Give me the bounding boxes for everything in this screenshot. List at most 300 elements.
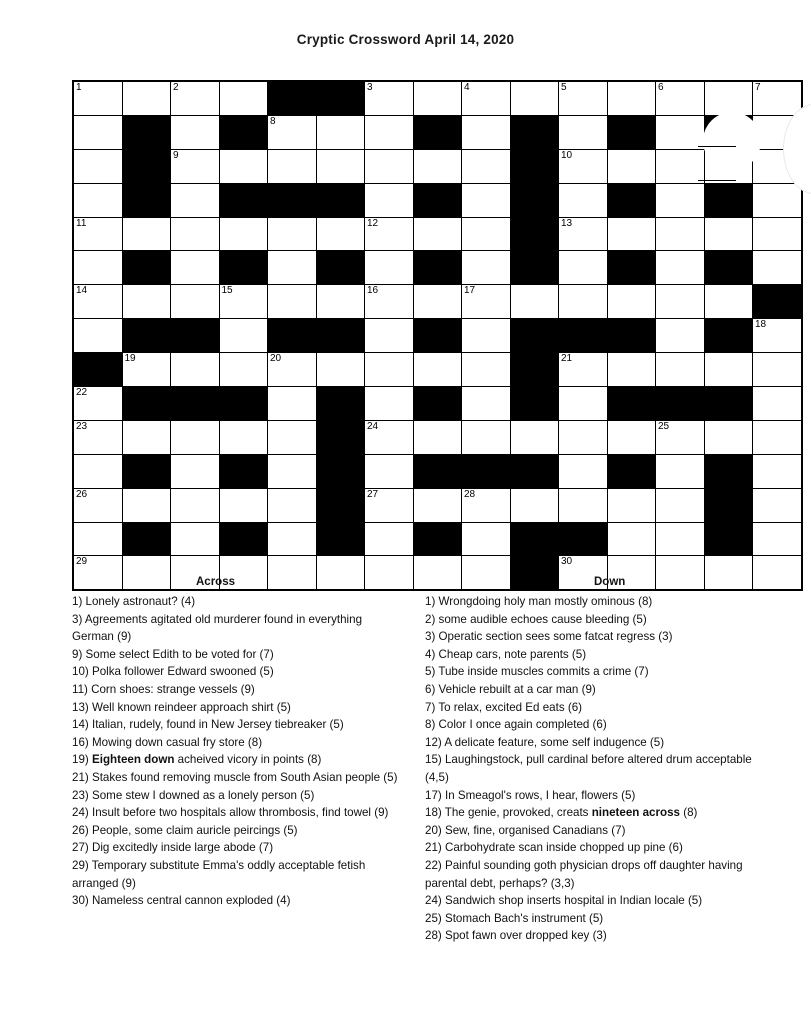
- crossword-cell[interactable]: [73, 488, 122, 522]
- crossword-cell[interactable]: [462, 81, 511, 115]
- crossword-row: [73, 217, 802, 251]
- down-clue: 8) Color I once again completed (6): [425, 718, 607, 732]
- down-clue: 1) Wrongdoing holy man mostly ominous (8): [425, 595, 653, 608]
- crossword-cell[interactable]: [656, 488, 705, 522]
- crossword-cell[interactable]: [122, 420, 171, 454]
- crossword-block-cell: [413, 522, 462, 556]
- crossword-block-cell: [559, 522, 608, 556]
- crossword-block-cell: [510, 149, 559, 183]
- crossword-cell[interactable]: [73, 217, 122, 251]
- crossword-block-cell: [316, 454, 365, 488]
- crossword-cell[interactable]: [559, 420, 608, 454]
- page-title: Cryptic Crossword April 14, 2020: [296, 32, 515, 47]
- crossword-block-cell: [413, 115, 462, 149]
- crossword-row: [73, 149, 802, 183]
- crossword-block-cell: [704, 387, 753, 421]
- crossword-cell[interactable]: [704, 81, 753, 115]
- crossword-cell[interactable]: [365, 251, 414, 285]
- crossword-block-cell: [219, 251, 268, 285]
- down-clue: 25) Stomach Bach's instrument (5): [425, 911, 604, 925]
- down-clue: 2) some audible echoes cause bleeding (5): [425, 612, 647, 626]
- down-clue: 6) Vehicle rebuilt at a car man (9): [425, 682, 596, 696]
- crossword-cell[interactable]: [462, 556, 511, 590]
- crossword-block-cell: [413, 251, 462, 285]
- crossword-cell[interactable]: [73, 454, 122, 488]
- crossword-cell[interactable]: [413, 353, 462, 387]
- crossword-cell[interactable]: [365, 217, 414, 251]
- scan-artifact-circle: [703, 112, 761, 170]
- down-clue: 20) Sew, fine, organised Canadians (7): [425, 823, 626, 837]
- across-clue: 23) Some stew I downed as a lonely person (5): [72, 788, 315, 802]
- crossword-block-cell: [510, 251, 559, 285]
- crossword-cell[interactable]: [73, 420, 122, 454]
- crossword-cell[interactable]: [365, 81, 414, 115]
- crossword-cell[interactable]: [171, 420, 220, 454]
- crossword-block-cell: [122, 183, 171, 217]
- across-clue: 30) Nameless central cannon exploded (4): [72, 894, 291, 908]
- cell-number: 23: [76, 420, 88, 432]
- crossword-cell[interactable]: [365, 353, 414, 387]
- crossword-cell[interactable]: [365, 454, 414, 488]
- crossword-cell[interactable]: [704, 217, 753, 251]
- crossword-cell[interactable]: [656, 353, 705, 387]
- cell-number: 6: [658, 82, 664, 93]
- down-clue: 3) Operatic section sees some fatcat regress (3): [425, 630, 673, 644]
- crossword-cell[interactable]: [462, 149, 511, 183]
- crossword-cell[interactable]: [559, 387, 608, 421]
- crossword-cell[interactable]: [122, 217, 171, 251]
- crossword-cell[interactable]: [462, 522, 511, 556]
- down-clue: 24) Sandwich shop inserts hospital in Indian locale (5): [425, 894, 703, 908]
- crossword-block-cell: [316, 81, 365, 115]
- crossword-row: [73, 115, 802, 149]
- crossword-block-cell: [510, 454, 559, 488]
- crossword-cell[interactable]: [510, 420, 559, 454]
- crossword-cell[interactable]: [607, 217, 656, 251]
- crossword-block-cell: [510, 217, 559, 251]
- cell-number: 30: [561, 556, 573, 568]
- crossword-cell[interactable]: [268, 387, 317, 421]
- down-clue: 12) A delicate feature, some self indugence (5): [425, 735, 665, 749]
- crossword-cell[interactable]: [462, 488, 511, 522]
- cell-number: 17: [464, 285, 476, 297]
- crossword-cell[interactable]: [656, 420, 705, 454]
- down-clue: 5) Tube inside muscles commits a crime (7): [425, 665, 649, 679]
- crossword-cell[interactable]: [73, 556, 122, 590]
- across-clue: 11) Corn shoes: strange vessels (9): [72, 682, 255, 696]
- crossword-cell[interactable]: [171, 81, 220, 115]
- across-clue: 21) Stakes found removing muscle from South Asian people (5): [72, 770, 398, 784]
- crossword-block-cell: [510, 353, 559, 387]
- crossword-cell[interactable]: [413, 149, 462, 183]
- crossword-cell[interactable]: [413, 556, 462, 590]
- crossword-cell[interactable]: [753, 81, 802, 115]
- cell-number: 20: [270, 353, 282, 365]
- crossword-block-cell: [753, 285, 802, 319]
- crossword-row: [73, 556, 802, 590]
- crossword-cell[interactable]: [73, 81, 122, 115]
- cell-number: 19: [124, 353, 136, 365]
- cell-number: 11: [76, 217, 87, 229]
- crossword-block-cell: [510, 115, 559, 149]
- crossword-cell[interactable]: [219, 353, 268, 387]
- cell-number: 8: [270, 115, 276, 127]
- crossword-cell[interactable]: [365, 488, 414, 522]
- crossword-cell[interactable]: [413, 420, 462, 454]
- crossword-row: [73, 251, 802, 285]
- crossword-cell[interactable]: [73, 183, 122, 217]
- crossword-cell[interactable]: [559, 454, 608, 488]
- crossword-block-cell: [73, 353, 122, 387]
- crossword-cell[interactable]: [268, 149, 317, 183]
- crossword-cell[interactable]: [219, 319, 268, 353]
- crossword-cell[interactable]: [656, 319, 705, 353]
- crossword-cell[interactable]: [219, 217, 268, 251]
- crossword-block-cell: [510, 319, 559, 353]
- crossword-cell[interactable]: [73, 149, 122, 183]
- cell-number: 1: [76, 82, 82, 93]
- crossword-block-cell: [122, 115, 171, 149]
- down-clue-list: [425, 593, 775, 945]
- crossword-block-cell: [219, 522, 268, 556]
- crossword-row: [73, 81, 802, 115]
- crossword-cell[interactable]: [559, 115, 608, 149]
- crossword-cell[interactable]: [268, 488, 317, 522]
- crossword-cell[interactable]: [704, 353, 753, 387]
- crossword-cell[interactable]: [171, 522, 220, 556]
- cell-number: 4: [464, 82, 470, 93]
- crossword-cell[interactable]: [656, 217, 705, 251]
- cell-number: 25: [658, 420, 670, 432]
- crossword-block-cell: [171, 319, 220, 353]
- crossword-cell[interactable]: [268, 251, 317, 285]
- crossword-cell[interactable]: [122, 556, 171, 590]
- crossword-block-cell: [704, 319, 753, 353]
- down-clue: 7) To relax, excited Ed eats (6): [425, 700, 583, 714]
- crossword-cell[interactable]: [316, 285, 365, 319]
- crossword-block-cell: [122, 522, 171, 556]
- crossword-cell[interactable]: [413, 217, 462, 251]
- crossword-cell[interactable]: [219, 488, 268, 522]
- crossword-block-cell: [510, 556, 559, 590]
- crossword-block-cell: [607, 183, 656, 217]
- crossword-cell[interactable]: [559, 251, 608, 285]
- crossword-block-cell: [704, 454, 753, 488]
- crossword-cell[interactable]: [365, 115, 414, 149]
- crossword-cell[interactable]: [365, 183, 414, 217]
- cell-number: 22: [76, 387, 88, 399]
- crossword-cell[interactable]: [559, 149, 608, 183]
- across-clue: 19) Eighteen down acheived vicory in points (8): [72, 753, 322, 767]
- crossword-cell[interactable]: [462, 183, 511, 217]
- across-clue: 10) Polka follower Edward swooned (5): [72, 665, 274, 679]
- crossword-block-cell: [704, 522, 753, 556]
- crossword-cell[interactable]: [73, 285, 122, 319]
- crossword-cell[interactable]: [73, 251, 122, 285]
- crossword-grid-container: [72, 80, 767, 591]
- crossword-cell[interactable]: [753, 251, 802, 285]
- crossword-row: [73, 319, 802, 353]
- across-clue: 29) Temporary substitute Emma's oddly acceptable fetish arranged (9): [72, 858, 366, 890]
- down-clue: 18) The genie, provoked, creats nineteen across (8): [425, 806, 698, 820]
- cell-number: 14: [76, 285, 88, 297]
- crossword-row: [73, 387, 802, 421]
- crossword-cell[interactable]: [268, 353, 317, 387]
- cell-number: 13: [561, 217, 573, 229]
- crossword-block-cell: [510, 387, 559, 421]
- crossword-cell[interactable]: [462, 251, 511, 285]
- crossword-cell[interactable]: [753, 319, 802, 353]
- crossword-block-cell: [122, 251, 171, 285]
- crossword-cell[interactable]: [656, 183, 705, 217]
- crossword-cell[interactable]: [413, 285, 462, 319]
- crossword-cell[interactable]: [219, 81, 268, 115]
- crossword-cell[interactable]: [365, 420, 414, 454]
- crossword-cell[interactable]: [607, 488, 656, 522]
- crossword-cell[interactable]: [171, 149, 220, 183]
- crossword-cell[interactable]: [656, 556, 705, 590]
- crossword-cell[interactable]: [656, 251, 705, 285]
- cell-number: 9: [173, 149, 179, 161]
- crossword-cell[interactable]: [559, 285, 608, 319]
- crossword-cell[interactable]: [365, 319, 414, 353]
- crossword-block-cell: [316, 522, 365, 556]
- crossword-cell[interactable]: [413, 488, 462, 522]
- cell-number: 12: [367, 217, 379, 229]
- crossword-cell[interactable]: [219, 285, 268, 319]
- cell-number: 10: [561, 149, 573, 161]
- crossword-cell[interactable]: [171, 353, 220, 387]
- crossword-block-cell: [316, 251, 365, 285]
- crossword-row: [73, 353, 802, 387]
- crossword-cell[interactable]: [171, 183, 220, 217]
- across-clue-list: [72, 593, 402, 910]
- down-heading: Down: [594, 576, 626, 588]
- crossword-block-cell: [122, 454, 171, 488]
- across-clue: 24) Insult before two hospitals allow thrombosis, find towel (9): [72, 806, 389, 820]
- crossword-cell[interactable]: [73, 115, 122, 149]
- crossword-block-cell: [219, 183, 268, 217]
- crossword-cell[interactable]: [462, 353, 511, 387]
- crossword-cell[interactable]: [462, 319, 511, 353]
- crossword-cell[interactable]: [559, 217, 608, 251]
- down-clue: 17) In Smeagol's rows, I hear, flowers (5): [425, 788, 636, 802]
- across-clue: 27) Dig excitedly inside large abode (7): [72, 841, 274, 855]
- crossword-block-cell: [607, 115, 656, 149]
- crossword-block-cell: [413, 454, 462, 488]
- crossword-cell[interactable]: [607, 149, 656, 183]
- down-clue: 21) Carbohydrate scan inside chopped up pine (6): [425, 841, 683, 855]
- across-heading: Across: [196, 576, 235, 588]
- crossword-cell[interactable]: [753, 522, 802, 556]
- crossword-cell[interactable]: [219, 420, 268, 454]
- crossword-cell[interactable]: [171, 217, 220, 251]
- crossword-block-cell: [607, 251, 656, 285]
- crossword-cell[interactable]: [413, 81, 462, 115]
- crossword-block-cell: [316, 319, 365, 353]
- crossword-cell[interactable]: [656, 285, 705, 319]
- crossword-cell[interactable]: [656, 149, 705, 183]
- crossword-cell[interactable]: [607, 522, 656, 556]
- crossword-block-cell: [704, 251, 753, 285]
- crossword-block-cell: [316, 420, 365, 454]
- cell-number: 5: [561, 82, 567, 93]
- crossword-cell[interactable]: [607, 81, 656, 115]
- crossword-cell[interactable]: [122, 81, 171, 115]
- crossword-block-cell: [316, 488, 365, 522]
- cell-number: 3: [367, 82, 373, 93]
- crossword-cell[interactable]: [365, 522, 414, 556]
- crossword-block-cell: [559, 319, 608, 353]
- crossword-cell[interactable]: [171, 454, 220, 488]
- crossword-cell[interactable]: [462, 115, 511, 149]
- crossword-block-cell: [704, 183, 753, 217]
- crossword-block-cell: [268, 183, 317, 217]
- cell-number: 28: [464, 488, 476, 500]
- cell-number: 29: [76, 556, 88, 568]
- crossword-block-cell: [316, 387, 365, 421]
- crossword-cell[interactable]: [510, 285, 559, 319]
- crossword-cell[interactable]: [704, 285, 753, 319]
- crossword-cell[interactable]: [559, 183, 608, 217]
- down-clue: 15) Laughingstock, pull cardinal before altered drum acceptable (4,5): [425, 753, 752, 784]
- crossword-cell[interactable]: [316, 556, 365, 590]
- crossword-cell[interactable]: [365, 556, 414, 590]
- cell-number: 26: [76, 488, 88, 500]
- crossword-cell[interactable]: [559, 81, 608, 115]
- crossword-row: [73, 488, 802, 522]
- crossword-cell[interactable]: [316, 353, 365, 387]
- crossword-cell[interactable]: [607, 353, 656, 387]
- crossword-cell[interactable]: [462, 217, 511, 251]
- crossword-cell[interactable]: [122, 353, 171, 387]
- crossword-block-cell: [510, 522, 559, 556]
- crossword-cell[interactable]: [704, 420, 753, 454]
- crossword-cell[interactable]: [268, 556, 317, 590]
- crossword-cell[interactable]: [219, 149, 268, 183]
- across-clue: 16) Mowing down casual fry store (8): [72, 735, 263, 749]
- crossword-cell[interactable]: [462, 285, 511, 319]
- down-clue: 28) Spot fawn over dropped key (3): [425, 929, 607, 943]
- crossword-block-cell: [510, 183, 559, 217]
- cell-number: 21: [561, 353, 573, 365]
- crossword-cell[interactable]: [316, 149, 365, 183]
- crossword-cell[interactable]: [656, 454, 705, 488]
- crossword-cell[interactable]: [316, 115, 365, 149]
- crossword-cell[interactable]: [559, 488, 608, 522]
- across-clue: 13) Well known reindeer approach shirt (5): [72, 700, 291, 714]
- crossword-cell[interactable]: [753, 217, 802, 251]
- crossword-block-cell: [122, 149, 171, 183]
- crossword-row: [73, 522, 802, 556]
- crossword-cell[interactable]: [753, 353, 802, 387]
- crossword-block-cell: [607, 387, 656, 421]
- crossword-block-cell: [268, 81, 317, 115]
- crossword-cell[interactable]: [365, 387, 414, 421]
- crossword-block-cell: [268, 319, 317, 353]
- across-clue: 14) Italian, rudely, found in New Jersey tiebreaker (5): [72, 718, 344, 732]
- crossword-cell[interactable]: [753, 488, 802, 522]
- crossword-cell[interactable]: [462, 387, 511, 421]
- crossword-cell[interactable]: [171, 285, 220, 319]
- crossword-cell[interactable]: [171, 251, 220, 285]
- crossword-cell[interactable]: [607, 285, 656, 319]
- cell-number: 18: [755, 319, 767, 331]
- crossword-block-cell: [607, 319, 656, 353]
- cell-number: 16: [367, 285, 379, 297]
- crossword-cell[interactable]: [171, 115, 220, 149]
- scan-artifact-line: [698, 146, 736, 147]
- crossword-cell[interactable]: [73, 522, 122, 556]
- crossword-cell[interactable]: [122, 285, 171, 319]
- crossword-cell[interactable]: [656, 115, 705, 149]
- down-clue: 4) Cheap cars, note parents (5): [425, 647, 587, 661]
- crossword-block-cell: [413, 183, 462, 217]
- crossword-row: [73, 454, 802, 488]
- across-clue: 26) People, some claim auricle peircings (5): [72, 823, 298, 837]
- down-clue: 22) Painful sounding goth physician drops off daughter having parental debt, perhaps? (3,3): [425, 858, 743, 890]
- crossword-cell[interactable]: [73, 387, 122, 421]
- crossword-cell[interactable]: [704, 556, 753, 590]
- crossword-cell[interactable]: [753, 183, 802, 217]
- crossword-cell[interactable]: [268, 285, 317, 319]
- crossword-block-cell: [413, 319, 462, 353]
- crossword-cell[interactable]: [559, 353, 608, 387]
- crossword-cell[interactable]: [268, 420, 317, 454]
- cell-number: 2: [173, 82, 179, 93]
- crossword-block-cell: [219, 115, 268, 149]
- crossword-block-cell: [704, 488, 753, 522]
- scan-artifact-line: [698, 180, 736, 181]
- crossword-grid[interactable]: [72, 80, 803, 591]
- crossword-cell[interactable]: [365, 285, 414, 319]
- crossword-cell[interactable]: [607, 420, 656, 454]
- crossword-cell[interactable]: [316, 217, 365, 251]
- crossword-block-cell: [316, 183, 365, 217]
- crossword-cell[interactable]: [510, 81, 559, 115]
- crossword-cell[interactable]: [462, 420, 511, 454]
- crossword-cell[interactable]: [73, 319, 122, 353]
- crossword-block-cell: [171, 387, 220, 421]
- crossword-block-cell: [462, 454, 511, 488]
- crossword-cell[interactable]: [753, 387, 802, 421]
- cell-number: 24: [367, 420, 379, 432]
- crossword-row: [73, 183, 802, 217]
- crossword-cell[interactable]: [122, 488, 171, 522]
- crossword-cell[interactable]: [510, 488, 559, 522]
- crossword-cell[interactable]: [268, 115, 317, 149]
- crossword-cell[interactable]: [268, 522, 317, 556]
- across-clue: 3) Agreements agitated old murderer found in everything German (9): [72, 612, 363, 644]
- crossword-cell[interactable]: [753, 454, 802, 488]
- cell-number: 15: [221, 285, 233, 297]
- crossword-cell[interactable]: [365, 149, 414, 183]
- crossword-block-cell: [413, 387, 462, 421]
- crossword-block-cell: [219, 387, 268, 421]
- across-clue: 1) Lonely astronaut? (4): [72, 595, 196, 608]
- crossword-cell[interactable]: [753, 556, 802, 590]
- crossword-cell[interactable]: [656, 522, 705, 556]
- crossword-block-cell: [607, 454, 656, 488]
- crossword-row: [73, 285, 802, 319]
- crossword-cell[interactable]: [171, 488, 220, 522]
- crossword-block-cell: [656, 387, 705, 421]
- crossword-cell[interactable]: [656, 81, 705, 115]
- crossword-cell[interactable]: [268, 454, 317, 488]
- crossword-cell[interactable]: [268, 217, 317, 251]
- crossword-cell[interactable]: [753, 420, 802, 454]
- cell-number: 27: [367, 488, 379, 500]
